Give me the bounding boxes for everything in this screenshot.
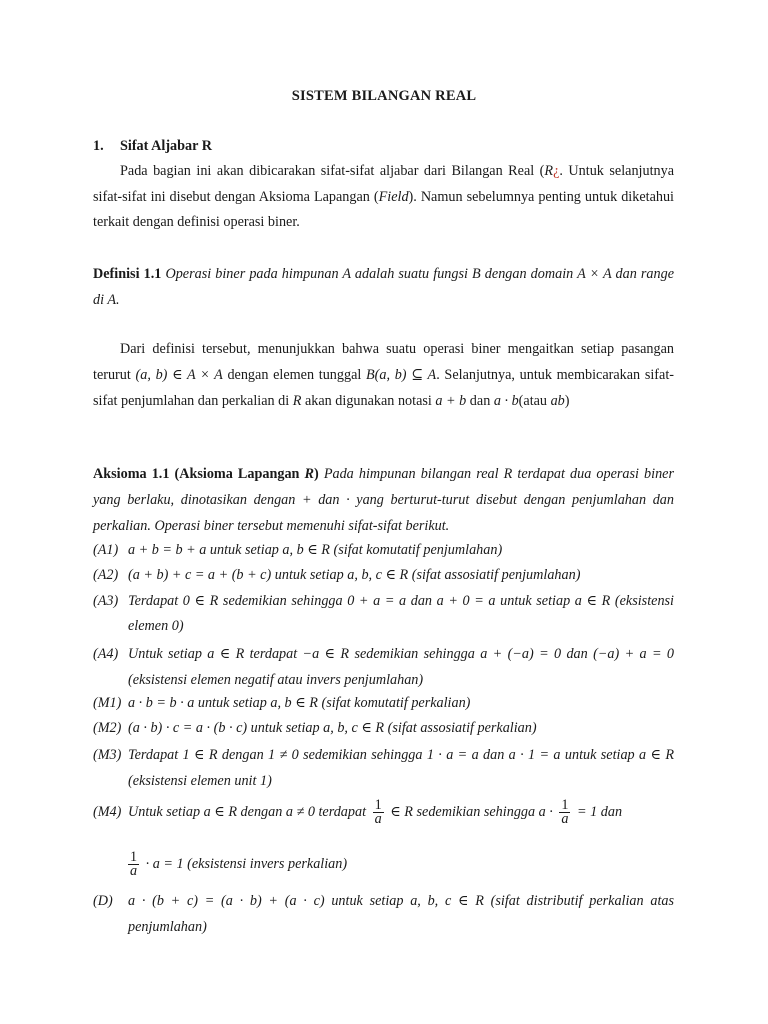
definition-text: Operasi biner pada himpunan A adalah suatu fungsi B dengan domain A × A dan range di A. — [93, 266, 674, 308]
axiom-block — [93, 461, 674, 539]
section-number: 1. — [93, 138, 104, 154]
fraction-one-over-a: $\frac{1}{a}$ — [374, 797, 382, 828]
fraction-one-over-a: $\frac{1}{a}$ — [130, 849, 138, 880]
axiom-item-d: (D) a · (b + c) = (a · b) + (a · c) untuk setiap a, b, c ∈ R (sifat distributif perkalian atas penjumlahan) — [93, 893, 674, 935]
axiom-text: Pada himpunan bilangan real R terdapat dua operasi biner yang berlaku, dinotasikan dengan + dan · yang berturut-turut disebut dengan penjumlahan dan perkalian. Operasi biner tersebut memenuhi sifat-sifat berikut. — [93, 466, 674, 534]
intro-paragraph: Pada bagian ini akan dibicarakan sifat-sifat aljabar dari Bilangan Real (R¿. Untuk selanjutnya sifat-sifat ini disebut dengan Aksioma Lapangan (Field). Namun sebelumnya penting untuk diketahui terkait dengan definisi operasi biner. — [93, 163, 675, 230]
definition-block — [93, 262, 674, 313]
definition-label: Definisi 1.1 — [93, 266, 162, 282]
fraction-one-over-a: $\frac{1}{a}$ — [561, 797, 569, 828]
axiom-item-m4: (M4) Untuk setiap a ∈ R dengan a ≠ 0 terdapat $\frac{1}{a}$ ∈ R sedemikian sehingga a · $\frac{1}{a}$ = 1 dan — [93, 797, 623, 828]
axiom-item-m3: (M3) Terdapat 1 ∈ R dengan 1 ≠ 0 sedemikian sehingga 1 · a = a dan a · 1 = a untuk setiap a ∈ R (eksistensi elemen unit 1) — [93, 747, 674, 789]
axiom-item-a3: (A3) Terdapat 0 ∈ R sedemikian sehingga 0 + a = a dan a + 0 = a untuk setiap a ∈ R (eksistensi elemen 0) — [93, 593, 674, 634]
axiom-item-a4: (A4) Untuk setiap a ∈ R terdapat −a ∈ R sedemikian sehingga a + (−a) = 0 dan (−a) + a = 0 (eksistensi elemen negatif atau invers penjumlahan) — [93, 646, 674, 688]
section-heading — [93, 134, 674, 160]
axiom-item-a1: (A1) a + b = b + a untuk setiap a, b ∈ R (sifat komutatif penjumlahan) — [93, 542, 503, 558]
axiom-item-m1: (M1) a · b = b · a untuk setiap a, b ∈ R (sifat komutatif perkalian) — [93, 695, 471, 711]
section-title: Sifat Aljabar R — [120, 138, 212, 154]
axiom-label: Aksioma 1.1 (Aksioma Lapangan R) — [93, 466, 319, 482]
explanation-paragraph: Dari definisi tersebut, menunjukkan bahwa suatu operasi biner mengaitkan setiap pasangan terurut (a, b) ∈ A × A dengan elemen tunggal B(a, b) ⊆ A. Selanjutnya, untuk membicarakan sifat-sifat penjumlahan dan perkalian di R akan digunakan notasi a + b dan a · b(atau ab) — [93, 341, 674, 409]
page-title: SISTEM BILANGAN REAL — [291, 88, 477, 104]
axiom-item-a2: (A2) (a + b) + c = a + (b + c) untuk setiap a, b, c ∈ R (sifat assosiatif penjumlahan) — [93, 567, 581, 583]
axiom-item-m2: (M2) (a · b) · c = a · (b · c) untuk setiap a, b, c ∈ R (sifat assosiatif perkalian) — [93, 720, 537, 736]
axiom-item-m4-continued: $\frac{1}{a}$ · a = 1 (eksistensi invers perkalian) — [130, 849, 348, 880]
